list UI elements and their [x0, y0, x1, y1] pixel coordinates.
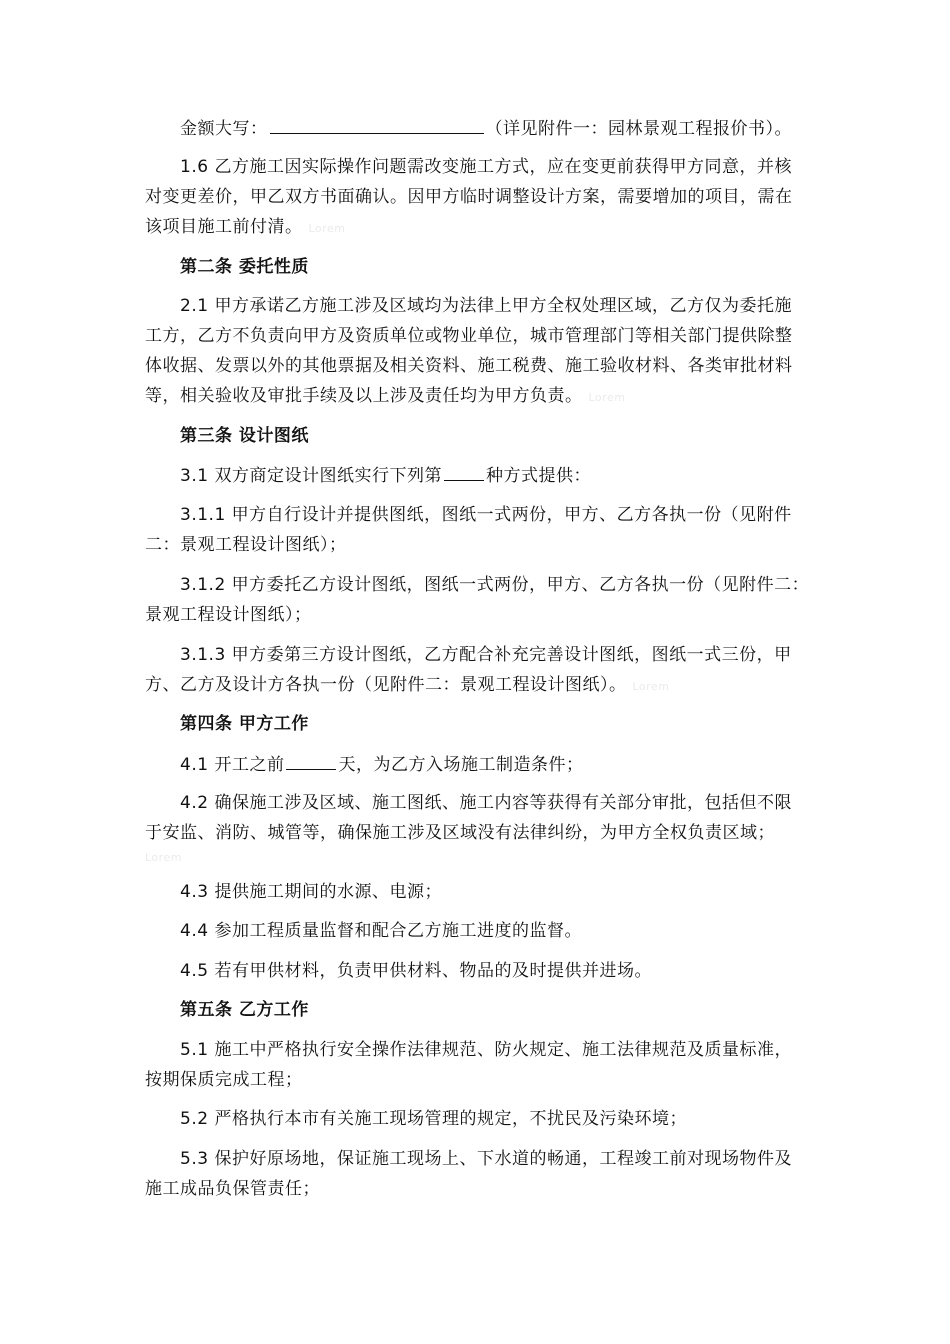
- paragraph-line: 3.1.2 甲方委托乙方设计图纸，图纸一式两份，甲方、乙方各执一份（见附件二：: [180, 575, 810, 595]
- amount-label: 金额大写：: [180, 119, 268, 139]
- paragraph-line: 3.1.3 甲方委第三方设计图纸，乙方配合补充完善设计图纸，图纸一式三份，甲: [180, 645, 792, 665]
- paragraph-line: 二：景观工程设计图纸）；: [145, 535, 347, 555]
- paragraph-line: 方、乙方及设计方各执一份（见附件二：景观工程设计图纸）。 Lorem: [145, 675, 670, 695]
- paragraph-line: 按期保质完成工程；: [145, 1070, 303, 1090]
- method-number-blank[interactable]: [444, 463, 484, 481]
- paragraph-line: 5.3 保护好原场地，保证施工现场上、下水道的畅通，工程竣工前对现场物件及: [180, 1149, 792, 1169]
- amount-blank[interactable]: [270, 116, 484, 134]
- section-heading-4: 第四条 甲方工作: [180, 714, 309, 734]
- paragraph-line: 对变更差价，甲乙双方书面确认。因甲方临时调整设计方案，需要增加的项目，需在: [145, 187, 793, 207]
- paragraph-line: 施工成品负保管责任；: [145, 1179, 320, 1199]
- paragraph-line: 于安监、消防、城管等，确保施工涉及区域没有法律纠纷，为甲方全权负责区域；: [145, 823, 775, 843]
- paragraph-line: 5.1 施工中严格执行安全操作法律规范、防火规定、施工法律规范及质量标准，: [180, 1040, 792, 1060]
- paragraph-line: 4.3 提供施工期间的水源、电源；: [180, 882, 442, 902]
- paragraph-line: 1.6 乙方施工因实际操作问题需改变施工方式，应在变更前获得甲方同意，并核: [180, 157, 792, 177]
- section-heading-2: 第二条 委托性质: [180, 257, 309, 277]
- paragraph-line: 等，相关验收及审批手续及以上涉及责任均为甲方负责。 Lorem: [145, 386, 626, 406]
- paragraph-line: 3.1.1 甲方自行设计并提供图纸，图纸一式两份，甲方、乙方各执一份（见附件: [180, 505, 792, 525]
- days-blank[interactable]: [286, 752, 336, 770]
- amount-note: （详见附件一：园林景观工程报价书）。: [485, 119, 792, 139]
- drawing-method-line: 3.1 双方商定设计图纸实行下列第 种方式提供：: [180, 463, 591, 488]
- paragraph-line: 该项目施工前付清。 Lorem: [145, 217, 346, 237]
- paragraph-line: 2.1 甲方承诺乙方施工涉及区域均为法律上甲方全权处理区域，乙方仅为委托施: [180, 296, 792, 316]
- section-heading-3: 第三条 设计图纸: [180, 426, 309, 446]
- paragraph-line: 4.4 参加工程质量监督和配合乙方施工进度的监督。: [180, 921, 582, 941]
- paragraph-line: 4.5 若有甲供材料，负责甲供材料、物品的及时提供并进场。: [180, 961, 652, 981]
- amount-in-words-line: [180, 116, 792, 141]
- paragraph-line: 体收据、发票以外的其他票据及相关资料、施工税费、施工验收材料、各类审批材料: [145, 356, 793, 376]
- section-heading-5: 第五条 乙方工作: [180, 1000, 309, 1020]
- paragraph-line: 工方，乙方不负责向甲方及资质单位或物业单位，城市管理部门等相关部门提供除整: [145, 326, 793, 346]
- paragraph-line: 4.2 确保施工涉及区域、施工图纸、施工内容等获得有关部分审批，包括但不限: [180, 793, 792, 813]
- watermark-text: Lorem: [145, 851, 182, 864]
- paragraph-line: 5.2 严格执行本市有关施工现场管理的规定，不扰民及污染环境；: [180, 1109, 687, 1129]
- paragraph-line: 景观工程设计图纸）；: [145, 605, 312, 625]
- days-before-start-line: 4.1 开工之前 天，为乙方入场施工制造条件；: [180, 752, 583, 777]
